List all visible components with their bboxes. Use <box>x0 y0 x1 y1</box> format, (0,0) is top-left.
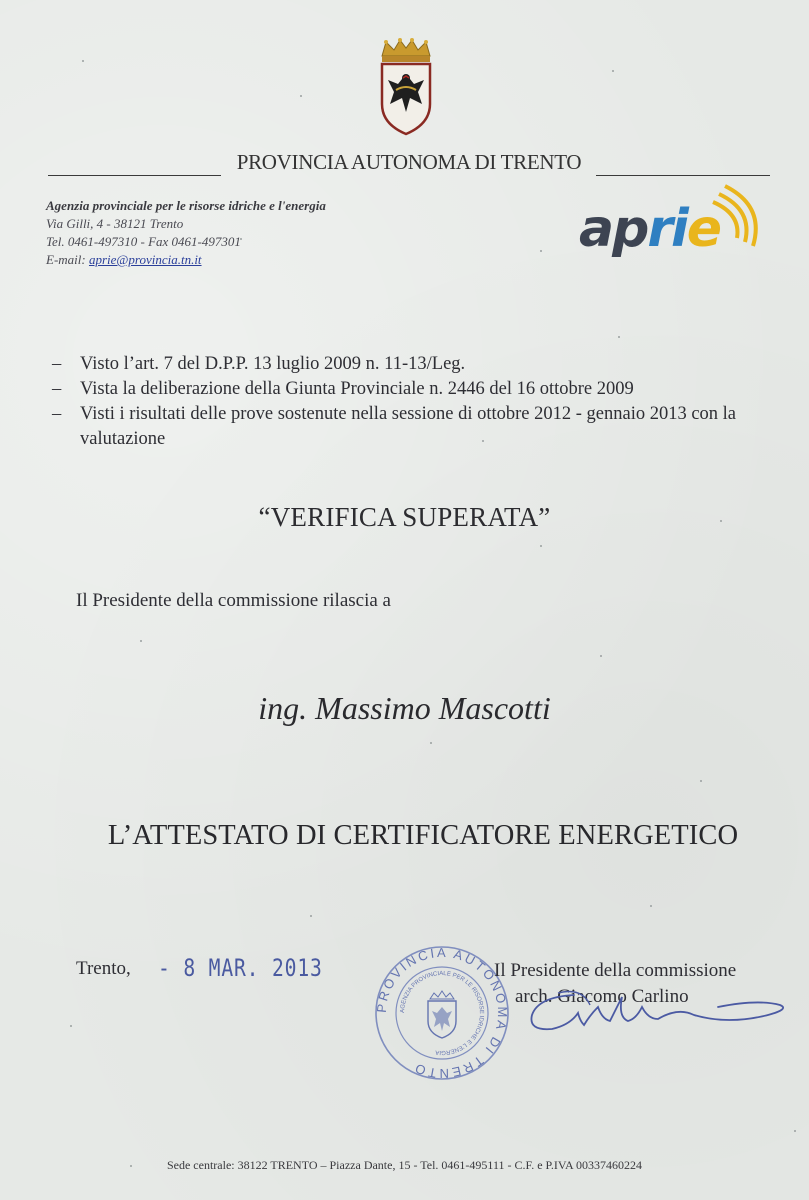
clause-text: Vista la deliberazione della Giunta Provinciale n. 2446 del 16 ottobre 2009 <box>80 379 634 399</box>
clause-text: Visti i risultati delle prove sostenute nella sessione di ottobre 2012 - gennaio 2013 con la valutazione <box>80 404 737 449</box>
paper-speck <box>540 545 542 547</box>
paper-speck <box>794 1130 796 1132</box>
paper-speck <box>70 1025 72 1027</box>
paper-speck <box>600 655 602 657</box>
handwritten-signature <box>518 985 793 1045</box>
clause-item <box>52 352 782 377</box>
paper-speck <box>140 640 142 642</box>
certificate-title: L’ATTESTATO DI CERTIFICATORE ENERGETICO <box>107 820 739 851</box>
header-rule-left <box>48 175 221 176</box>
agency-name: Agenzia provinciale per le risorse idriche e l'energia <box>46 198 326 213</box>
paper-speck <box>310 915 312 917</box>
paper-speck <box>82 60 84 62</box>
recipient-name: ing. Massimo Mascotti <box>258 690 551 726</box>
clause-dash: – <box>52 404 62 424</box>
paper-speck <box>700 780 702 782</box>
verdict-heading: “VERIFICA SUPERATA” <box>258 502 551 532</box>
clause-text: Visto l’art. 7 del D.P.P. 13 luglio 2009 n. 11-13/Leg. <box>80 354 466 374</box>
seal-outer-text: PROVINCIA AUTONOMA DI TRENTO <box>373 944 511 1082</box>
date-stamp: - 8 MAR. 2013 <box>158 954 323 982</box>
seal-inner-text: AGENZIA PROVINCIALE PER LE RISORSE IDRICHE E L'ENERGIA <box>399 970 485 1056</box>
signer-role: Il Presidente della commissione <box>494 960 737 981</box>
clause-dash: – <box>52 379 62 399</box>
clause-dash: – <box>52 354 62 374</box>
paper-speck <box>540 250 542 252</box>
header-title-line <box>48 150 770 178</box>
aprie-logo <box>575 176 775 266</box>
trentino-coat-of-arms <box>376 38 436 136</box>
clause-item <box>52 402 782 452</box>
footer-address: Sede centrale: 38122 TRENTO – Piazza Dante, 15 - Tel. 0461-495111 - C.F. e P.IVA 00337460224 <box>166 1158 643 1172</box>
agency-email-row <box>46 251 326 269</box>
agency-email-link[interactable]: aprie@provincia.tn.it <box>88 252 202 267</box>
issuer-statement: Il Presidente della commissione rilascia a <box>76 590 391 611</box>
paper-speck <box>650 905 652 907</box>
preamble-clauses <box>52 352 782 452</box>
paper-speck <box>618 336 620 338</box>
paper-speck <box>300 95 302 97</box>
clause-item <box>52 377 782 402</box>
agency-contact-block <box>46 197 326 269</box>
agency-email-label: E-mail: <box>46 252 86 267</box>
institution-title: PROVINCIA AUTONOMA DI TRENTO <box>236 150 582 174</box>
signer-name: arch. Giacomo Carlino <box>515 986 689 1007</box>
agency-address: Via Gilli, 4 - 38121 Trento <box>46 216 184 231</box>
issue-place: Trento, <box>76 958 131 979</box>
paper-speck <box>612 70 614 72</box>
aprie-logo-text: aprie <box>579 199 721 259</box>
official-seal-stamp <box>372 943 512 1083</box>
agency-phone-fax: Tel. 0461-497310 - Fax 0461-497301 <box>46 234 241 249</box>
paper-speck <box>430 742 432 744</box>
